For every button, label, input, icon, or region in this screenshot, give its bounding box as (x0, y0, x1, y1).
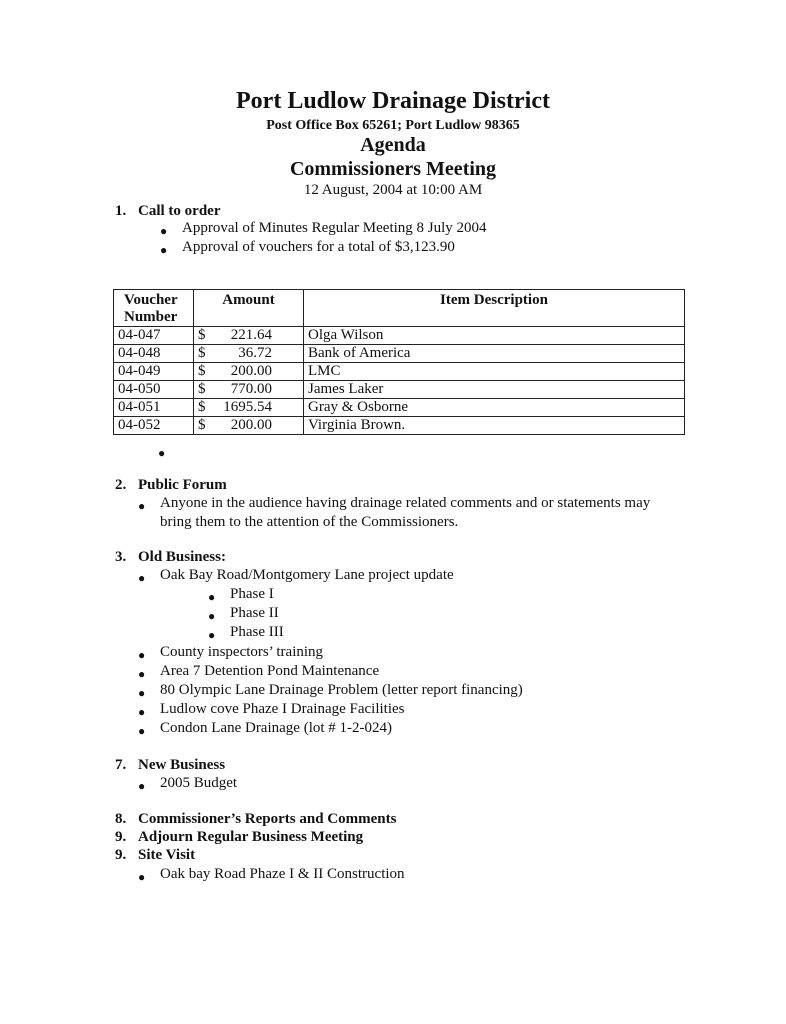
section-number: 7. (115, 757, 127, 773)
section-label: Public Forum (138, 477, 227, 493)
section-number: 2. (115, 477, 127, 493)
list-item: Approval of vouchers for a total of $3,123.90 (182, 239, 455, 255)
voucher-number: 04-051 (114, 399, 194, 417)
voucher-amount (194, 327, 304, 345)
sub-list-item: Phase I (230, 586, 274, 602)
bullet-icon: ● (138, 705, 146, 719)
bullet-icon: ● (138, 870, 146, 884)
voucher-description: Bank of America (304, 345, 685, 363)
section-label: Call to order (138, 203, 221, 219)
column-header-voucher (114, 290, 194, 327)
voucher-table (113, 289, 685, 435)
list-item: Approval of Minutes Regular Meeting 8 July 2004 (182, 220, 487, 236)
section-number: 9. (115, 829, 127, 845)
voucher-amount (194, 363, 304, 381)
currency-symbol: $ (198, 417, 206, 433)
bullet-icon: ● (138, 686, 146, 700)
section-number: 3. (115, 549, 127, 565)
bullet-icon: ● (208, 628, 216, 642)
voucher-amount (194, 381, 304, 399)
column-header-description: Item Description (304, 290, 685, 327)
currency-symbol: $ (198, 363, 206, 379)
bullet-icon: ● (160, 243, 168, 257)
voucher-description: Olga Wilson (304, 327, 685, 345)
list-item: County inspectors’ training (160, 644, 324, 660)
bullet-icon: ● (138, 724, 146, 738)
amount-value: 1695.54 (223, 399, 272, 415)
amount-value: 221.64 (230, 327, 272, 343)
currency-symbol: $ (198, 399, 206, 415)
table-row (114, 399, 685, 417)
table-row (114, 417, 685, 435)
list-item: Anyone in the audience having drainage related comments and or statements may (160, 495, 651, 511)
meeting-date: 12 August, 2004 at 10:00 AM (303, 182, 483, 198)
voucher-description: Virginia Brown. (304, 417, 685, 435)
list-item: Condon Lane Drainage (lot # 1-2-024) (160, 720, 393, 736)
bullet-icon: ● (138, 571, 146, 585)
bullet-icon: ● (208, 590, 216, 604)
section-number: 8. (115, 811, 127, 827)
voucher-amount (194, 399, 304, 417)
voucher-number: 04-048 (114, 345, 194, 363)
district-title: Port Ludlow Drainage District (236, 88, 550, 114)
header-line: Number (124, 309, 178, 325)
amount-value: 770.00 (230, 381, 272, 397)
list-item: Ludlow cove Phaze I Drainage Facilities (160, 701, 405, 717)
table-row (114, 363, 685, 381)
bullet-icon: ● (208, 609, 216, 623)
header-line: Voucher (124, 292, 178, 308)
section-number: 1. (115, 203, 127, 219)
currency-symbol: $ (198, 381, 206, 397)
voucher-description: James Laker (304, 381, 685, 399)
document-type: Agenda (360, 134, 426, 156)
bullet-icon: ● (138, 779, 146, 793)
voucher-number: 04-049 (114, 363, 194, 381)
table-row (114, 327, 685, 345)
section-label: Old Business: (138, 549, 226, 565)
list-item-continuation: bring them to the attention of the Commissioners. (160, 514, 459, 530)
list-item: Oak Bay Road/Montgomery Lane project update (160, 567, 454, 583)
meeting-name: Commissioners Meeting (289, 158, 497, 180)
column-header-amount: Amount (194, 290, 304, 327)
voucher-description: LMC (304, 363, 685, 381)
bullet-icon: ● (138, 499, 146, 513)
table-row (114, 381, 685, 399)
sub-list-item: Phase II (230, 605, 279, 621)
voucher-number: 04-047 (114, 327, 194, 345)
bullet-icon: ● (158, 446, 166, 460)
bullet-icon: ● (138, 667, 146, 681)
voucher-description: Gray & Osborne (304, 399, 685, 417)
section-label: Commissioner’s Reports and Comments (138, 811, 397, 827)
section-number: 9. (115, 847, 127, 863)
amount-value: 36.72 (238, 345, 272, 361)
table-header-row (114, 290, 685, 327)
voucher-amount (194, 417, 304, 435)
voucher-number: 04-052 (114, 417, 194, 435)
amount-value: 200.00 (230, 417, 272, 433)
section-label: Site Visit (138, 847, 196, 863)
sub-list-item: Phase III (230, 624, 284, 640)
voucher-amount (194, 345, 304, 363)
section-label: Adjourn Regular Business Meeting (138, 829, 364, 845)
table-row (114, 345, 685, 363)
bullet-icon: ● (138, 648, 146, 662)
list-item: Area 7 Detention Pond Maintenance (160, 663, 380, 679)
list-item: Oak bay Road Phaze I & II Construction (160, 866, 405, 882)
section-label: New Business (138, 757, 226, 773)
currency-symbol: $ (198, 345, 206, 361)
voucher-number: 04-050 (114, 381, 194, 399)
bullet-icon: ● (160, 224, 168, 238)
amount-value: 200.00 (230, 363, 272, 379)
district-address: Post Office Box 65261; Port Ludlow 98365 (266, 118, 520, 133)
currency-symbol: $ (198, 327, 206, 343)
list-item: 80 Olympic Lane Drainage Problem (letter report financing) (160, 682, 523, 698)
list-item: 2005 Budget (160, 775, 238, 791)
